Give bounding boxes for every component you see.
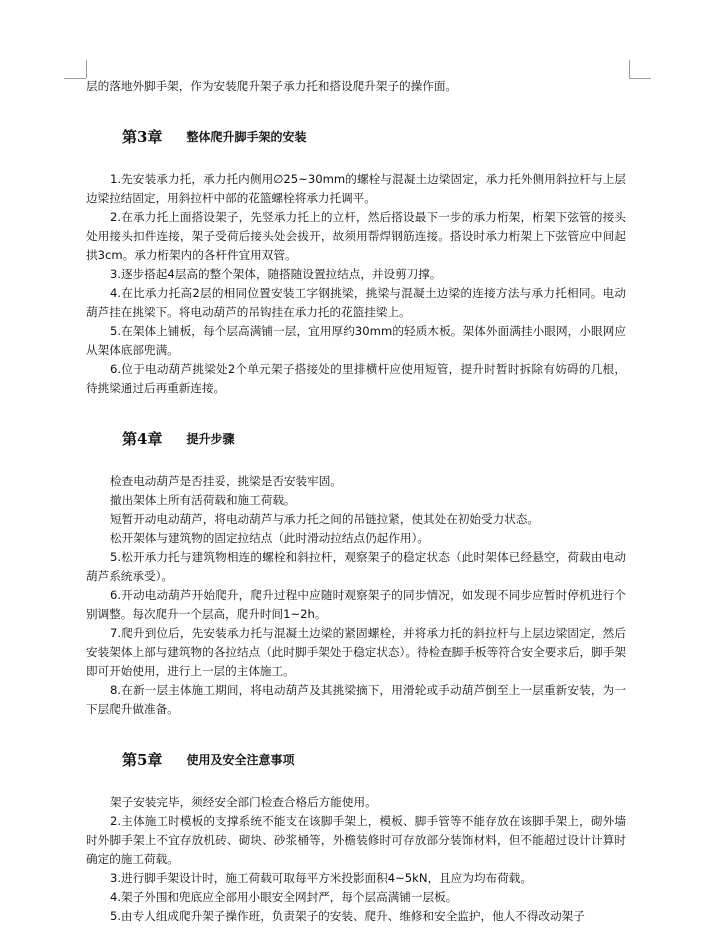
body-paragraph: 3.逐步搭起4层高的整个架体，随搭随设置拉结点，并设剪刀撑。 [110,267,442,281]
body-paragraph: 6.开动电动葫芦开始爬升，爬升过程中应随时观察架子的同步情况，如发现不同步应暂时停机进行个别调整。每次爬升一个层高，爬升时间1~2h。 [86,588,626,621]
chapter-heading [122,428,626,448]
body-paragraph: 撤出架体上所有活荷载和施工荷载。 [110,493,296,507]
body-paragraph: 4.在比承力托高2层的相同位置安装工字钢挑梁，挑梁与混凝土边梁的连接方法与承力托相同。电动葫芦挂在挑梁下。将电动葫芦的吊钩挂在承力托的花篮挂梁上。 [86,286,626,319]
body-paragraph: 2.主体施工时模板的支撑系统不能支在该脚手架上，模板、脚手管等不能存放在该脚手架上，砌外墙时外脚手架上不宜存放机砖、砌块、砂浆桶等，外檐装修时可存放部分装饰材料，但不能超过设计计算时确定的施工荷载。 [86,814,626,866]
body-paragraph: 4.架子外围和兜底应全部用小眼安全网封严，每个层高满铺一层板。 [110,890,458,904]
body-paragraph: 3.进行脚手架设计时，施工荷载可取每平方米投影面积4~5kN，且应为均布荷载。 [110,871,532,885]
document-body [86,77,626,926]
body-paragraph: 5.由专人组成爬升架子操作班，负责架子的安装、爬升、维修和安全监护，他人不得改动架子 [110,909,585,923]
body-paragraph: 检查电动葫芦是否挂妥，挑梁是否安装牢固。 [110,474,342,488]
body-paragraph: 2.在承力托上面搭设架子，先竖承力托上的立杆，然后搭设最下一步的承力桁架，桁架下弦管的接头处用接头扣件连接，架子受荷后接头处会拔开，故须用帮焊钢筋连接。搭设时承力桁架上下弦管应中间起拱3cm。承力桁架内的各杆件宜用双管。 [86,210,626,262]
body-paragraph: 7.爬升到位后，先安装承力托与混凝土边梁的紧固螺栓，并将承力托的斜拉杆与上层边梁固定，然后安装架体上部与建筑物的各拉结点（此时脚手架处于稳定状态）。待检查脚手板等符合安全要求后，脚手架即可开始使用，进行上一层的主体施工。 [86,626,626,678]
body-paragraph: 8.在新一层主体施工期间，将电动葫芦及其挑梁摘下，用滑轮或手动葫芦倒至上一层重新安装，为一下层爬升做准备。 [86,683,626,716]
chapter-heading [122,126,626,146]
body-paragraph: 5.在架体上铺板，每个层高满铺一层，宜用厚约30mm的轻质木板。架体外面满挂小眼网，小眼网应从架体底部兜满。 [86,324,626,357]
chapter-number: 第4章 [122,429,163,448]
chapter-title: 整体爬升脚手架的安装 [186,129,307,144]
crop-mark-top-right-vertical [629,60,630,78]
body-paragraph: 短暂开动电动葫芦，将电动葫芦与承力托之间的吊链拉紧，使其处在初始受力状态。 [110,512,539,526]
chapter-heading [122,749,626,769]
chapter-title: 使用及安全注意事项 [186,752,295,767]
body-paragraph: 5.松开承力托与建筑物相连的螺栓和斜拉杆，观察架子的稳定状态（此时架体已经悬空，荷载由电动葫芦系统承受）。 [86,550,626,583]
chapter-number: 第5章 [122,750,163,769]
body-paragraph: 松开架体与建筑物的固定拉结点（此时滑动拉结点仍起作用）。 [110,531,429,545]
crop-mark-top-right-horizontal [629,78,651,79]
body-paragraph: 架子安装完毕，须经安全部门检查合格后方能使用。 [110,795,377,809]
body-paragraph: 1.先安装承力托，承力托内侧用∅25~30mm的螺栓与混凝土边梁固定，承力托外侧用斜拉杆与上层边梁拉结固定，用斜拉杆中部的花篮螺栓将承力托调平。 [86,172,626,205]
intro-paragraph: 层的落地外脚手架，作为安装爬升架子承力托和搭设爬升架子的操作面。 [86,79,458,93]
crop-mark-top-left-vertical [86,60,87,78]
crop-mark-top-left-horizontal [64,78,86,79]
body-paragraph: 6.位于电动葫芦挑梁处2个单元架子搭接处的里排横杆应使用短管，提升时暂时拆除有妨碍的几根，待挑梁通过后再重新连接。 [86,362,626,395]
chapter-number: 第3章 [122,127,163,146]
chapter-title: 提升步骤 [186,431,235,446]
